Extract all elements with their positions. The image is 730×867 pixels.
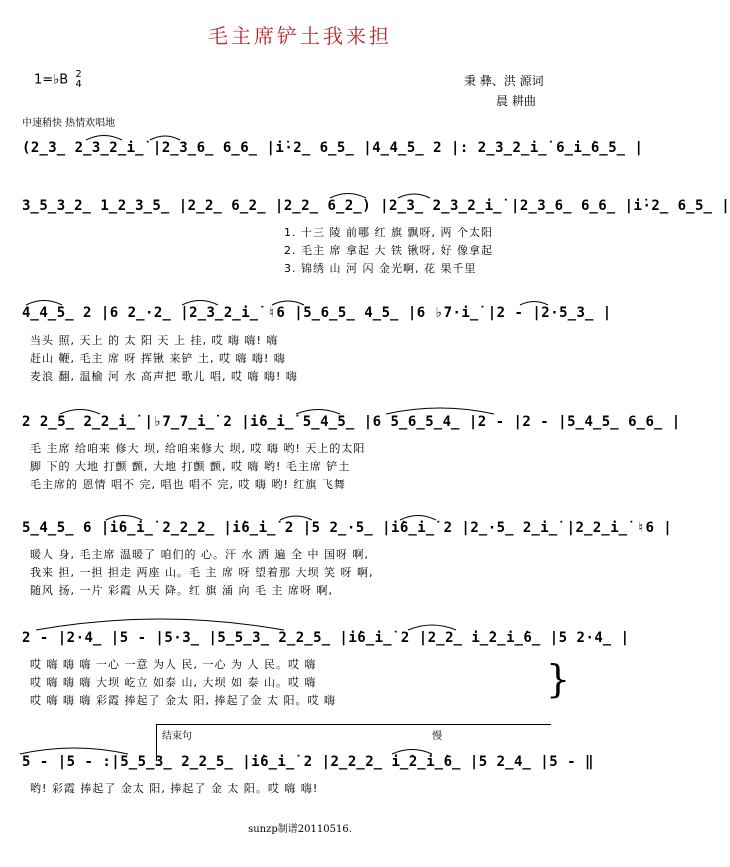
- notation-row: 3̲5̲3̲2̲ 1̲2̲3̲5̲ |2̲2̲ 6̲2̲ |2̲2̲ 6̲2̲) |2̲3̲ 2̲3̲2̲i̲̇ |2̲3̲6̲ 6̲6̲ |i̇·2̲ 6̲5̲ |: [22, 198, 730, 214]
- notation-row: 2 - |2·4̲ |5 - |5·3̲ |5̲5̲3̲ 2̲2̲5̲ |i̇6̲i̲̇ 2 |2̲2̲ i̲̇2̲i̲̇6̲ |5 2·4̲ |: [22, 630, 630, 646]
- time-signature: [75, 70, 81, 90]
- lyric-line: 麦浪 翻, 温榆 河 水 高声把 歌儿 唱, 哎 嗨 嗨! 嗨: [30, 370, 298, 383]
- ending-label: 结束句: [162, 731, 192, 742]
- lyric-line: 2. 毛主 席 拿起 大 铁 锹呀, 好 像拿起: [284, 244, 493, 257]
- tempo-marking: 中速稍快 热情欢唱地: [22, 118, 116, 129]
- lyric-line: 赶山 鞭, 毛主 席 呀 挥锹 来铲 土, 哎 嗨 嗨! 嗨: [30, 352, 286, 365]
- lyric-line: 我来 担, 一担 担走 两座 山。毛 主 席 呀 望着那 大坝 笑 呀 啊,: [30, 566, 374, 579]
- lyricist-credit: 秉 彝、洪 源词: [464, 74, 544, 88]
- lyric-line: 当头 照, 天上 的 太 阳 天 上 挂, 哎 嗨 嗨! 嗨: [30, 334, 279, 347]
- lyric-line: 哎 嗨 嗨 嗨 彩霞 捧起了 金太 阳, 捧起了金 太 阳。哎 嗨: [30, 694, 336, 707]
- lyric-line: 哟! 彩霞 捧起了 金太 阳, 捧起了 金 太 阳。哎 嗨 嗨!: [30, 782, 319, 795]
- tempo-slow-label: 慢: [432, 731, 442, 742]
- lyric-line: 随风 扬, 一片 彩霞 从天 降。红 旗 涌 向 毛 主 席呀 啊,: [30, 584, 333, 597]
- song-title: 毛主席铲土我来担: [208, 24, 392, 48]
- verse-brace: }: [546, 657, 571, 701]
- lyric-line: 3. 锦绣 山 河 闪 金光啊, 花 果千里: [284, 262, 477, 275]
- lyric-line: 暖人 身, 毛主席 温暖了 咱们的 心。汗 水 洒 遍 全 中 国呀 啊,: [30, 548, 369, 561]
- lyric-line: 毛主席的 恩情 唱不 完, 唱也 唱不 完, 哎 嗨 哟! 红旗 飞舞: [30, 478, 346, 491]
- notation-row: 4̲4̲5̲ 2 |6 2̲·2̲ |2̲3̲2̲i̲̇ ♮6 |5̲6̲5̲ 4̲5̲ |6 ♭7·i̲̇ |2 - |2·5̲3̲ |: [22, 305, 612, 321]
- notation-row: 5̲4̲5̲ 6 |i̇6̲i̲̇ 2̲2̲2̲ |i̇6̲i̲̇ 2 |5 2̲·5̲ |i̇6̲i̲̇ 2 |2̲·5̲ 2̲i̲̇ |2̲2̲i̲̇ ♮6 |: [22, 520, 673, 536]
- lyric-line: 脚 下的 大地 打颤 颤, 大地 打颤 颤, 哎 嗨 哟! 毛主席 铲土: [30, 460, 351, 473]
- time-unit: 4: [75, 79, 82, 90]
- lyric-line: 毛 主席 给咱来 修大 坝, 给咱来修大 坝, 哎 嗨 哟! 天上的太阳: [30, 442, 366, 455]
- composer-credit: 晨 耕曲: [496, 94, 536, 108]
- transcriber-footer: sunzp制谱20110516.: [248, 824, 352, 835]
- time-beats: 2: [75, 69, 82, 80]
- key-label: 1=♭B: [34, 72, 69, 88]
- notation-row: (2̲3̲ 2̲3̲2̲i̲̇ |2̲3̲6̲ 6̲6̲ |i̇·2̲ 6̲5̲ |4̲4̲5̲ 2 |: 2̲3̲2̲i̲̇ 6̲i̲̇6̲5̲ |: [22, 140, 644, 156]
- notation-row: 2 2̲5̲ 2̲2̲i̲̇ |♭7̲7̲i̲̇ 2 |i̇6̲i̲̇ 5̲4̲5̲ |6 5̲6̲5̲4̲ |2 - |2 - |5̲4̲5̲ 6̲6̲ |: [22, 414, 681, 430]
- lyric-line: 1. 十三 陵 前哪 红 旗 飘呀, 两 个太阳: [284, 226, 493, 239]
- key-signature: [34, 70, 82, 90]
- lyric-line: 哎 嗨 嗨 嗨 大坝 屹立 如泰 山, 大坝 如 泰 山。哎 嗨: [30, 676, 317, 689]
- notation-row: 5 - |5 - :|5̲5̲3̲ 2̲2̲5̲ |i̇6̲i̲̇ 2 |2̲2̲2̲ i̲̇2̲i̲̇6̲ |5 2̲4̲ |5 - ‖: [22, 754, 594, 770]
- lyric-line: 哎 嗨 嗨 嗨 一心 一意 为人 民, 一心 为 人 民。哎 嗨: [30, 658, 317, 671]
